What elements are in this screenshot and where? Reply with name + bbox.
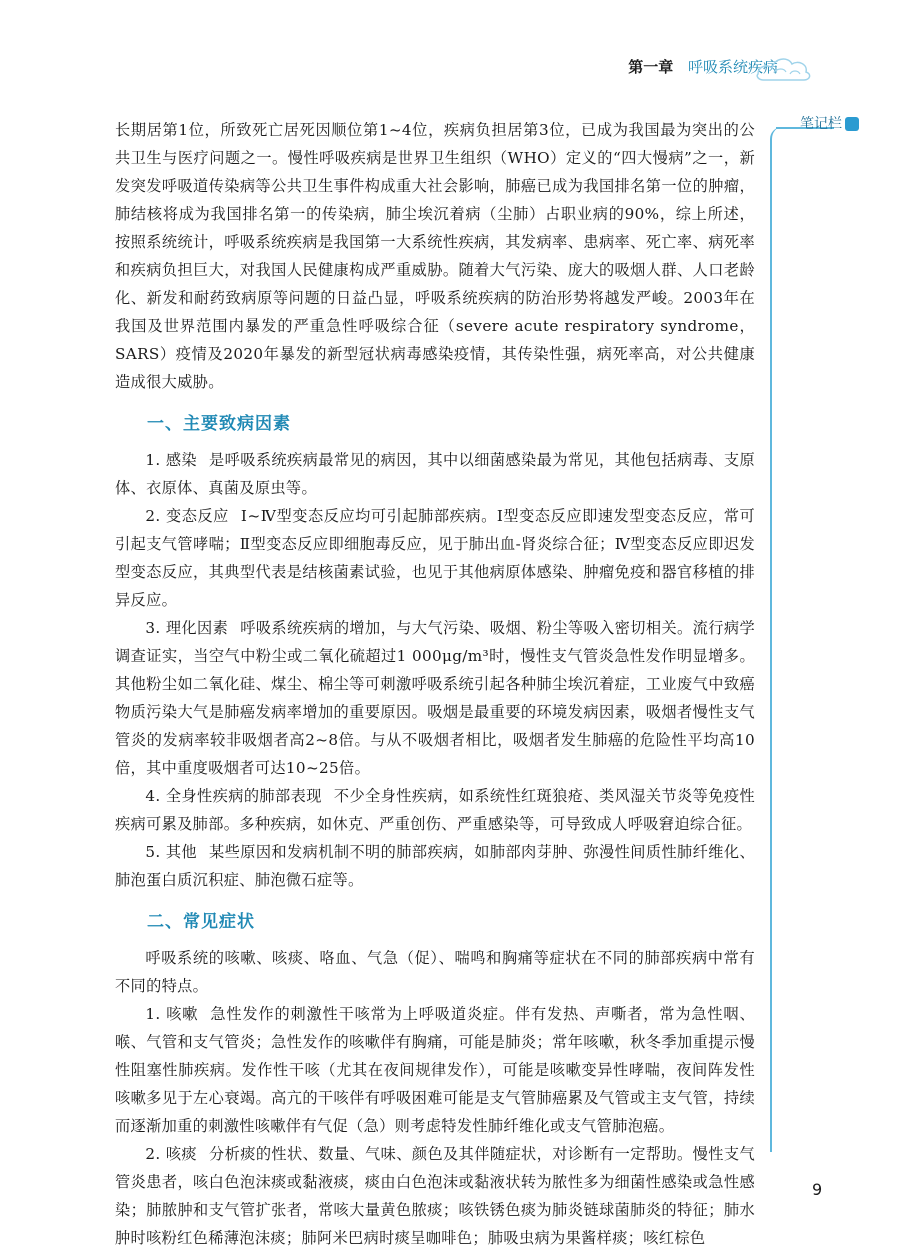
section-heading-causes: 一、主要致病因素	[147, 414, 291, 434]
section-intro: 呼吸系统的咳嗽、咳痰、咯血、气急（促）、喘鸣和胸痛等症状在不同的肺部疾病中常有不同的特点。	[115, 949, 755, 995]
list-item	[115, 502, 755, 614]
list-item	[115, 782, 755, 838]
list-item	[115, 446, 755, 502]
chapter-label: 第一章	[628, 58, 674, 76]
list-item	[115, 614, 755, 782]
intro-paragraph: 长期居第1位，所致死亡居死因顺位第1~4位，疾病负担居第3位，已成为我国最为突出的公共卫生与医疗问题之一。慢性呼吸疾病是世界卫生组织（WHO）定义的“四大慢病”之一，新发突发呼吸道传染病等公共卫生事件构成重大社会影响，肺癌已成为我国排名第一位的肿瘤，肺结核将成为我国排名第一的传染病，肺尘埃沉着病（尘肺）占职业病的90%，综上所述，按照系统统计，呼吸系统疾病是我国第一大系统性疾病，其发病率、患病率、死亡率、病死率和疾病负担巨大，对我国人民健康构成严重威胁。随着大气污染、庞大的吸烟人群、人口老龄化、新发和耐药致病原等问题的日益凸显，呼吸系统疾病的防治形势将越发严峻。2003年在我国及世界范围内暴发的严重急性呼吸综合征（severe acute respiratory syndrome，SARS）疫情及2020年暴发的新型冠状病毒感染疫情，其传染性强，病死率高，对公共健康造成很大威胁。	[115, 121, 755, 391]
item-label: 1. 感染	[145, 451, 198, 469]
item-label: 2. 咳痰	[145, 1145, 198, 1163]
item-text: Ⅰ~Ⅳ型变态反应均可引起肺部疾病。Ⅰ型变态反应即速发型变态反应，常可引起支气管哮喘；Ⅱ型变态反应即细胞毒反应，见于肺出血-肾炎综合征；Ⅳ型变态反应即迟发型变态反应，其典型代表是结核菌素试验，也见于其他病原体感染、肿瘤免疫和器官移植的排异反应。	[115, 507, 755, 609]
notes-column-rule	[770, 127, 784, 1152]
item-text: 某些原因和发病机制不明的肺部疾病，如肺部肉芽肿、弥漫性间质性肺纤维化、肺泡蛋白质沉积症、肺泡微石症等。	[115, 843, 755, 889]
list-item	[115, 1000, 755, 1140]
item-label: 5. 其他	[145, 843, 198, 861]
item-label: 2. 变态反应	[145, 507, 229, 525]
item-text: 是呼吸系统疾病最常见的病因，其中以细菌感染最为常见，其他包括病毒、支原体、衣原体、真菌及原虫等。	[115, 451, 755, 497]
item-text: 分析痰的性状、数量、气味、颜色及其伴随症状，对诊断有一定帮助。慢性支气管炎患者，咳白色泡沫痰或黏液痰，痰由白色泡沫或黏液状转为脓性多为细菌性感染或急性感染；肺脓肿和支气管扩张者，常咳大量黄色脓痰；咳铁锈色痰为肺炎链球菌肺炎的特征；肺水肿时咳粉红色稀薄泡沫痰；肺阿米巴病时痰呈咖啡色；肺吸虫病为果酱样痰；咳红棕色	[115, 1145, 755, 1247]
item-text: 呼吸系统疾病的增加，与大气污染、吸烟、粉尘等吸入密切相关。流行病学调查证实，当空气中粉尘或二氧化硫超过1 000μg/m³时，慢性支气管炎急性发作明显增多。其他粉尘如二氧化硅、煤尘、棉尘等可刺激呼吸系统引起各种肺尘埃沉着症，工业废气中致癌物质污染大气是肺癌发病率增加的重要原因。吸烟是最重要的环境发病因素，吸烟者慢性支气管炎的发病率较非吸烟者高2~8倍。与从不吸烟者相比，吸烟者发生肺癌的危险性平均高10倍，其中重度吸烟者可达10~25倍。	[115, 619, 755, 777]
section-title: 呼吸系统疾病	[687, 58, 778, 76]
body-text	[115, 116, 755, 1252]
notes-tab-label: 笔记栏	[800, 116, 842, 132]
list-item	[115, 1140, 755, 1252]
item-label: 4. 全身性疾病的肺部表现	[145, 787, 322, 805]
item-label: 1. 咳嗽	[145, 1005, 199, 1023]
cloud-ornament-icon	[754, 48, 814, 84]
notes-tab	[800, 113, 872, 139]
page-number: 9	[812, 1180, 823, 1199]
item-text: 急性发作的刺激性干咳常为上呼吸道炎症。伴有发热、声嘶者，常为急性咽、喉、气管和支气管炎；急性发作的咳嗽伴有胸痛，可能是肺炎；常年咳嗽，秋冬季加重提示慢性阻塞性肺疾病。发作性干咳（尤其在夜间规律发作），可能是咳嗽变异性哮喘，夜间阵发性咳嗽多见于左心衰竭。高亢的干咳伴有呼吸困难可能是支气管肺癌累及气管或主支气管，持续而逐渐加重的刺激性咳嗽伴有气促（急）则考虑特发性肺纤维化或支气管肺泡癌。	[115, 1005, 755, 1135]
pencil-icon	[845, 117, 859, 131]
item-label: 3. 理化因素	[145, 619, 229, 637]
list-item	[115, 838, 755, 894]
section-heading-symptoms: 二、常见症状	[147, 912, 255, 932]
item-text: 不少全身性疾病，如系统性红斑狼疮、类风湿关节炎等免疫性疾病可累及肺部。多种疾病，如休克、严重创伤、严重感染等，可导致成人呼吸窘迫综合征。	[115, 787, 756, 833]
